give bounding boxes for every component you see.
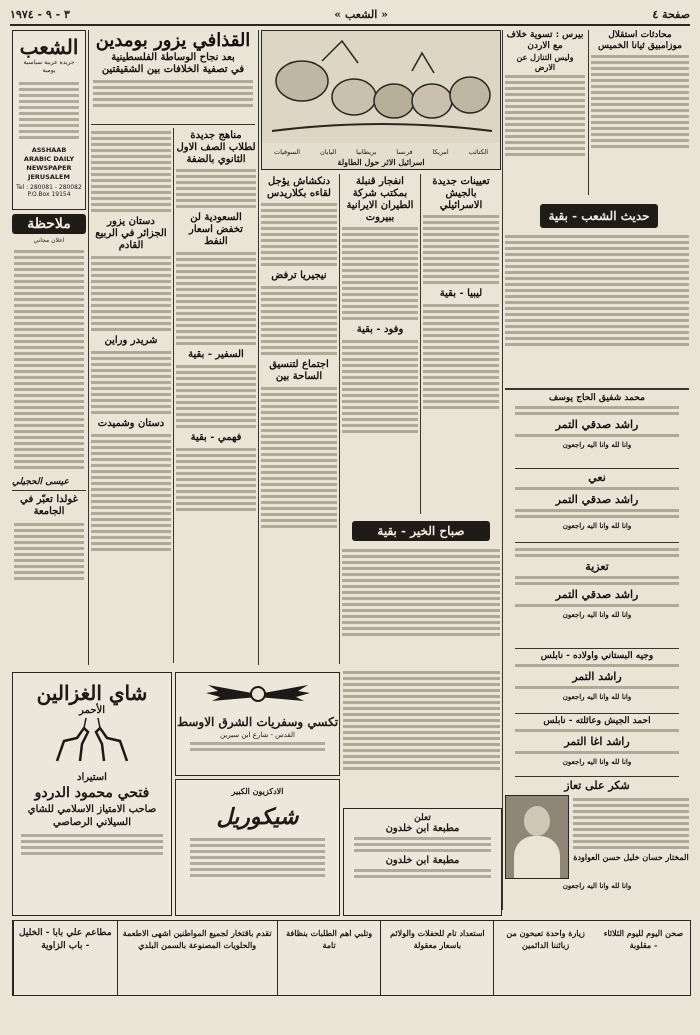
story-s9: انفجار قنبلة بمكتب شركة الطيران الايرانية ببيروت — [346, 176, 414, 223]
tea-ad — [12, 672, 172, 916]
story-s7: نيجيريا ترفض — [271, 270, 327, 281]
cartoon-drawing — [262, 31, 500, 143]
lead-title: القذافي يزور بومدين — [95, 30, 251, 51]
morning-text — [342, 546, 500, 664]
n2-close: وانا لله وانا اليه راجعون — [562, 521, 632, 530]
shakuril-ad — [175, 779, 340, 916]
cartoon-label-2: فرنسا — [396, 148, 413, 156]
tea-sub: الأحمر — [79, 705, 105, 716]
n2-name: راشد صدقي التمر — [555, 493, 639, 506]
n6-close: وانا لله وانا اليه راجعون — [562, 881, 632, 890]
right-col-top-1 — [505, 30, 585, 195]
note-label: ملاحظة — [12, 214, 86, 234]
n4-line: راشد التمر — [572, 670, 622, 683]
center-col-a — [261, 174, 337, 664]
center-lower-text — [343, 668, 500, 804]
tea-importer: استيراد — [77, 772, 107, 783]
cartoon-label-1: امريكا — [432, 148, 449, 156]
cartoon-caption: اسرائيل الاثر حول الطاولة — [337, 157, 425, 167]
tea-company: فتحي محمود الدردو — [34, 785, 150, 801]
n5-close: وانا لله وانا اليه راجعون — [562, 757, 632, 766]
story-s12: وفود - بقية — [356, 324, 404, 335]
story-s10: تعيينات جديدة بالجيش الاسرائيلي — [432, 176, 490, 211]
n3-name: راشد صدقي التمر — [555, 588, 639, 601]
strip-cell-4: استعداد تام للحفلات والولائم باسعار معقولة — [380, 921, 493, 995]
story-s5: دستان وشميدت — [97, 418, 165, 429]
n3-close: وانا لله وانا اليه راجعون — [562, 610, 632, 619]
right-h1: محادثات استقلال موزامبيق ثيانا الخميس — [598, 30, 682, 51]
n3-title: تعزية — [585, 560, 609, 573]
story-s8: دنكشاش يؤجل لقاءه بكلاريدس — [267, 176, 331, 199]
n6-name: المختار حسان خليل حسن العواودة — [573, 852, 689, 862]
wings-emblem-icon — [198, 679, 318, 709]
notice-4 — [505, 651, 689, 711]
right-h2: بيرس : تسوية خلاف مع الاردن — [506, 30, 584, 51]
notice-5 — [505, 716, 689, 774]
notice-3 — [505, 545, 689, 645]
masthead-box — [12, 30, 86, 210]
n1-line: راشد صدقي التمر — [555, 418, 639, 431]
masthead-title: الشعب — [19, 35, 79, 59]
masthead-subtitle: جريدة عربية سياسية يومية — [23, 59, 75, 74]
story-s14: فهمي - بقية — [190, 432, 242, 443]
mid-col-2 — [176, 128, 256, 663]
n6-title: شكر على تعاز — [564, 779, 630, 792]
notice-1 — [505, 393, 689, 465]
taxi-title: تكسي وسفريات الشرق الاوسط — [176, 715, 339, 729]
strip-cell-5: زيارة واحدة تعبحون من زبائننا الدائمين — [493, 921, 597, 995]
story-s4: شريدر وراين — [104, 335, 158, 346]
morning-banner: صباح الخير - بقية — [352, 521, 490, 541]
page-header — [10, 4, 690, 26]
column-text — [505, 232, 689, 382]
shakuril-brand: شيكوريل — [216, 804, 299, 830]
press-name: مطبعة ابن خلدون — [385, 823, 460, 834]
strip-cell-2: تقدم باقتخار لجميع المواطنين اشهى الاطعمة والحلويات المصنوعة بالسمن البلدي — [117, 921, 277, 995]
header-date: ٣ - ٩ - ١٩٧٤ — [10, 7, 70, 21]
tea-brand: شاي الغزالين — [36, 681, 148, 705]
right-h3: وليس التنازل عن الارض — [516, 52, 574, 72]
press-name-2: مطبعة ابن خلدون — [385, 855, 460, 866]
strip-cell-1: مطاعم علي بابا - الخليل - باب الزاوية — [13, 921, 117, 995]
masthead-pobox: P.O.Box 19154 — [27, 191, 71, 198]
cartoon-label-0: الكتائب — [468, 148, 489, 156]
n5-line: راشد اغا التمر — [564, 735, 630, 748]
taxi-phone: القدس - شارع ابن سيرين — [220, 731, 295, 739]
story-s13: السفير - بقية — [188, 349, 244, 360]
lead-sub2: في تصفية الخلافات بين الشقيقتين — [101, 64, 245, 75]
center-col-c — [423, 174, 499, 514]
n5-name: احمد الجيش وعائلته - نابلس — [543, 716, 651, 726]
cartoon-label-4: اليابان — [319, 148, 337, 156]
restaurant-ad-strip — [12, 920, 691, 996]
note-byline: اعلان مجاني — [33, 237, 65, 244]
press-ad — [343, 808, 502, 916]
header-page: صفحة ٤ — [652, 7, 690, 21]
header-name: « الشعب » — [334, 7, 389, 21]
mid-col-1 — [91, 128, 171, 663]
portrait-photo — [505, 795, 569, 879]
masthead-tel: Tel : 280081 - 280082 — [16, 184, 82, 191]
n2-title: نعي — [588, 471, 606, 484]
left-note-column — [12, 214, 86, 662]
shakuril-top: الادكزيون الكبير — [231, 786, 284, 796]
masthead-latin: ASSHAAB ARABIC DAILY NEWSPAPER JERUSALEM — [23, 146, 75, 181]
n1-name: محمد شفيق الحاج يوسف — [549, 393, 645, 403]
n4-close: وانا لله وانا اليه راجعون — [562, 692, 632, 701]
story-s3: دستان يزور الجزائر في الربيع القادم — [95, 216, 167, 251]
notice-2 — [505, 471, 689, 539]
notice-6 — [505, 779, 689, 909]
tea-desc: صاحب الامتياز الاسلامي للشاي السيلاني الرصاصي — [27, 804, 157, 828]
strip-cell-6: صحن اليوم لليوم الثلاثاء - مقلوبة — [603, 928, 684, 950]
press-title: تعلن — [414, 813, 431, 823]
n4-name: وجيه البستاني واولاده - نابلس — [540, 651, 654, 661]
cartoon-label-3: بريطانيا — [356, 148, 377, 156]
lead-sub1: بعد نجاح الوساطة الفلسطينية — [111, 52, 235, 63]
center-col-b — [342, 174, 418, 514]
gazelles-illustration — [42, 716, 142, 768]
cartoon-label-5: السوفيات — [274, 148, 301, 156]
n1-close: وانا لله وانا اليه راجعون — [562, 440, 632, 449]
story-s11: ليبيا - بقية — [439, 288, 483, 299]
note-signature: عيسى الحجيلي — [12, 477, 69, 487]
story-s2: السعودية لن تخفض اسعار النفط — [189, 212, 243, 247]
taxi-ad — [175, 672, 340, 776]
golda-headline: غولدا تعبّر في الجامعة — [12, 490, 86, 518]
right-col-top-2 — [591, 30, 689, 195]
strip-cell-3: وتلبي اهم الطلبات بنظافة تامة — [277, 921, 381, 995]
lead-story — [91, 30, 255, 122]
story-s6: اجتماع لتنسيق الساحة بين — [269, 359, 329, 382]
story-s1: مناهج جديدة لطلاب الصف الاول الثانوي بالضفة — [176, 130, 256, 165]
cartoon-box — [261, 30, 501, 170]
column-banner: حديث الشعب - بقية — [540, 204, 658, 228]
